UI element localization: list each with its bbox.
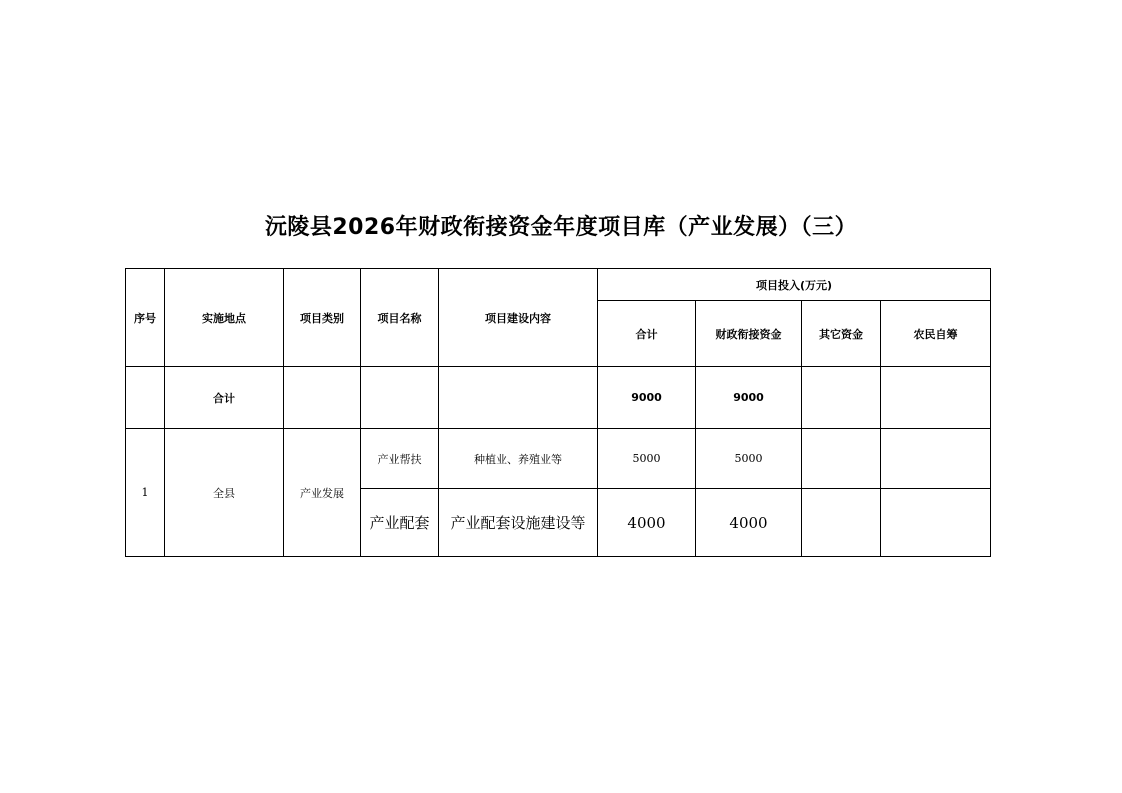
page-title: 沅陵县2026年财政衔接资金年度项目库（产业发展）（三）: [264, 215, 858, 240]
total-content-cell: [439, 367, 598, 429]
header-other: 其它资金: [802, 301, 881, 367]
total-other: [802, 367, 881, 429]
item-content: 产业配套设施建设等: [439, 489, 598, 557]
header-seq: 序号: [126, 269, 165, 367]
item-farmer: [881, 429, 991, 489]
header-fiscal: 财政衔接资金: [696, 301, 802, 367]
total-label: 合计: [165, 367, 284, 429]
total-category-cell: [284, 367, 361, 429]
total-farmer: [881, 367, 991, 429]
table-row: [126, 429, 991, 489]
header-row-top: [126, 269, 991, 301]
header-location: 实施地点: [165, 269, 284, 367]
header-category: 项目类别: [284, 269, 361, 367]
item-other: [802, 429, 881, 489]
item-name: 产业配套: [361, 489, 439, 557]
total-name-cell: [361, 367, 439, 429]
header-name: 项目名称: [361, 269, 439, 367]
item-content: 种植业、养殖业等: [439, 429, 598, 489]
item-total: 5000: [598, 429, 696, 489]
item-farmer: [881, 489, 991, 557]
item-total: 4000: [598, 489, 696, 557]
row-location: 全县: [165, 429, 284, 557]
total-seq-cell: [126, 367, 165, 429]
item-name: 产业帮扶: [361, 429, 439, 489]
header-investment: 项目投入(万元): [598, 269, 991, 301]
total-sum: 9000: [598, 367, 696, 429]
project-table: [125, 268, 991, 557]
row-category: 产业发展: [284, 429, 361, 557]
item-other: [802, 489, 881, 557]
header-total: 合计: [598, 301, 696, 367]
item-fiscal: 4000: [696, 489, 802, 557]
header-farmer: 农民自筹: [881, 301, 991, 367]
row-seq: 1: [126, 429, 165, 557]
total-fiscal: 9000: [696, 367, 802, 429]
header-content: 项目建设内容: [439, 269, 598, 367]
item-fiscal: 5000: [696, 429, 802, 489]
total-row: [126, 367, 991, 429]
